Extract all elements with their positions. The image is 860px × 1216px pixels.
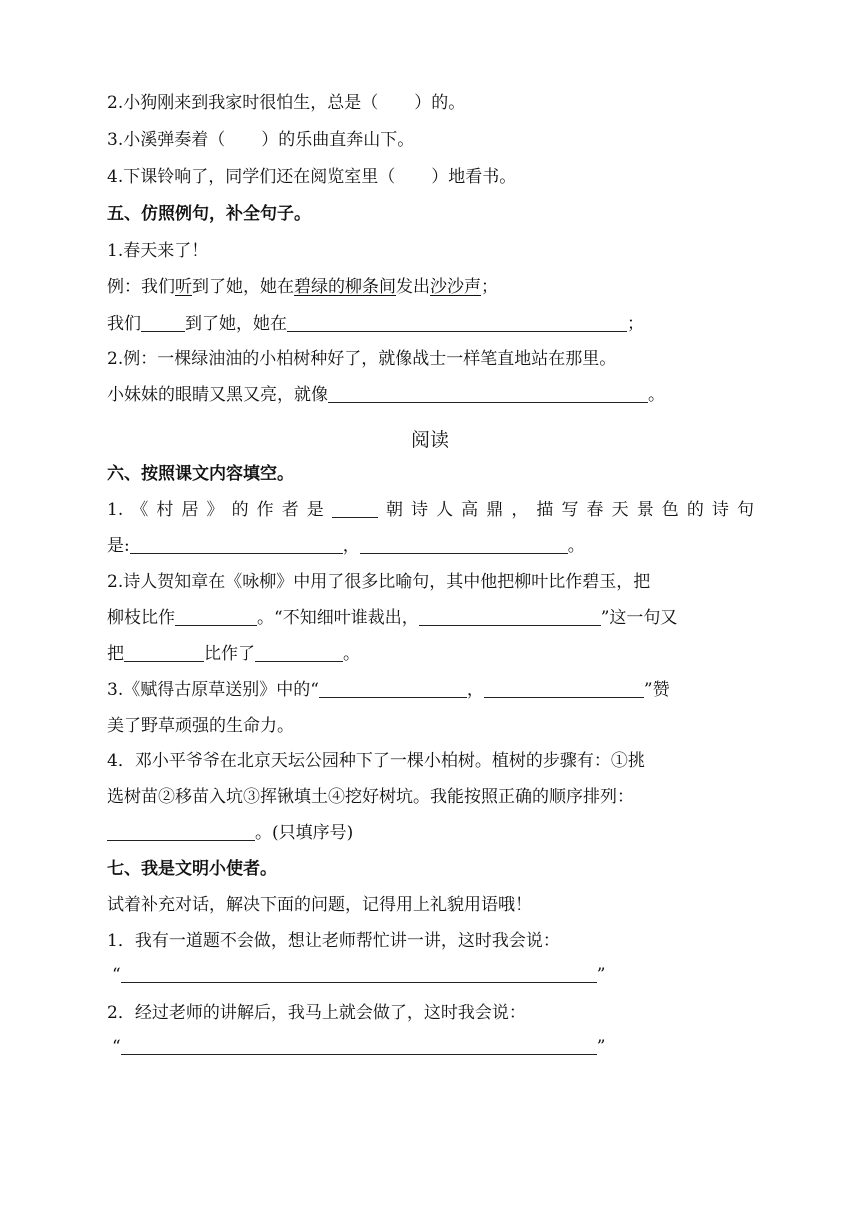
section-6-question-1 [107,497,754,523]
dialogue-answer-1 [112,962,754,988]
question-text: 1.《村居》的作者是 [107,500,332,520]
fill-question-4 [107,164,754,190]
question-text: ”这一句又 [600,608,678,628]
question-text: 4.下课铃响了，同学们还在阅览室里（ [107,167,396,187]
close-quote: ” [596,1037,606,1057]
question-text: 3.小溪弹奏着（ [107,130,226,150]
answer-blank[interactable] [287,313,627,332]
answer-blank[interactable] [255,643,343,662]
section-7-question-1: 1．我有一道题不会做，想让老师帮忙讲一讲，这时我会说： [107,931,560,951]
section-6-question-3-cont: 美了野草顽强的生命力。 [107,716,294,736]
question-text: ）的乐曲直奔山下。 [261,130,415,150]
question-text: ， [466,680,484,700]
dialogue-answer-2 [112,1034,754,1060]
imitation-fill-line [107,311,754,337]
section-6-question-4-cont: 选树苗②移苗入坑③挥锹填土④挖好树坑。我能按照正确的顺序排列： [107,787,634,807]
section-7-question-2: 2．经过老师的讲解后，我马上就会做了，这时我会说： [107,1003,526,1023]
question-text: 。(只填序号) [255,823,354,843]
section-6-question-1-cont [107,533,754,559]
example-text: 例：我们 [107,277,175,297]
open-quote: “ [112,965,121,985]
fill-question-3 [107,127,754,153]
question-text: 比作了 [204,644,255,664]
fill-text: 到了她，她在 [185,314,287,334]
section-5-question-1: 1.春天来了！ [107,241,209,261]
reading-title: 阅读 [410,429,449,451]
example-sentence [107,274,754,300]
answer-blank[interactable] [328,384,648,403]
question-text: 。“不知细叶谁裁出， [257,608,419,628]
fill-text: 我们 [107,314,141,334]
answer-blank[interactable] [419,607,601,626]
fill-text: 小妹妹的眼睛又黑又亮，就像 [107,385,328,405]
answer-blank[interactable] [121,964,597,983]
question-text: ）地看书。 [431,167,517,187]
section-5-question-2: 2.例：一棵绿油油的小柏树种好了，就像战士一样笔直地站在那里。 [107,349,617,369]
section-6-question-4: 4．邓小平爷爷在北京天坛公园种下了一棵小柏树。植树的步骤有：①挑 [107,751,645,771]
answer-blank[interactable] [484,679,644,698]
answer-blank[interactable] [121,1036,597,1055]
question-text: 3.《赋得古原草送别》中的“ [107,680,319,700]
example-text: ； [481,277,498,297]
answer-blank[interactable] [141,313,185,332]
section-6-question-2-cont [107,605,754,631]
question-text: 朝诗人高鼎，描写春天景色的诗句 [377,500,754,520]
answer-blank[interactable] [360,535,568,554]
section-6-question-4-answer [107,820,754,846]
example-text: 发出 [396,277,430,297]
question-text: ）的。 [414,93,466,113]
simile-fill-line [107,382,754,408]
answer-blank[interactable] [107,822,255,841]
fill-question-2 [107,90,754,116]
section-5-heading: 五、仿照例句，补全句子。 [107,204,311,224]
section-7-heading: 七、我是文明小使者。 [107,859,277,879]
answer-blank[interactable] [130,535,343,554]
question-text: 。 [343,644,360,664]
section-6-question-2: 2.诗人贺知章在《咏柳》中用了很多比喻句，其中他把柳叶比作碧玉，把 [107,572,651,592]
question-text: ， [342,536,360,556]
section-6-heading: 六、按照课文内容填空。 [107,464,294,484]
question-text: 把 [107,644,124,664]
fill-text: ； [627,314,644,334]
answer-blank[interactable] [175,607,257,626]
answer-blank[interactable] [332,499,378,518]
section-6-question-2-end [107,641,754,667]
question-text: 2.小狗刚来到我家时很怕生，总是（ [107,93,379,113]
close-quote: ” [596,965,606,985]
example-text: 到了她，她在 [192,277,294,297]
answer-blank[interactable] [319,679,467,698]
question-text: 是: [107,536,130,556]
section-6-question-3 [107,677,754,703]
question-text: 柳枝比作 [107,608,175,628]
underlined-phrase: 沙沙声 [430,277,481,297]
underlined-word: 听 [175,277,192,297]
answer-blank[interactable] [124,643,204,662]
fill-text: 。 [648,385,665,405]
underlined-phrase: 碧绿的柳条间 [294,277,396,297]
question-text: ”赞 [643,680,670,700]
section-7-intro: 试着补充对话，解决下面的问题，记得用上礼貌用语哦！ [107,895,532,915]
question-text: 。 [567,536,585,556]
open-quote: “ [112,1037,121,1057]
